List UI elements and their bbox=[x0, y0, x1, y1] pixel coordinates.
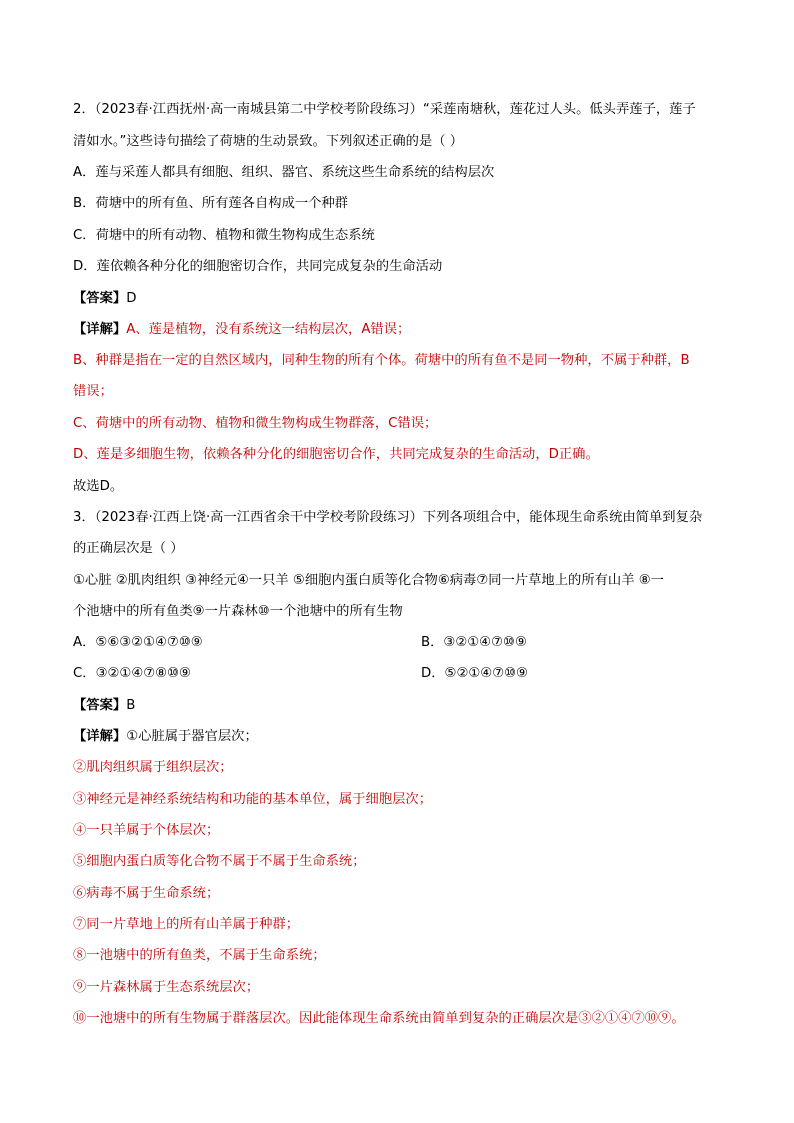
q3-detail-line: ⑥病毒不属于生命系统； bbox=[73, 886, 220, 901]
q3-detail-line: ②肌肉组织属于组织层次； bbox=[73, 760, 233, 775]
q3-option-a: A．⑤⑥③②①④⑦⑩⑨ bbox=[73, 635, 203, 650]
q2-option-c: C．荷塘中的所有动物、植物和微生物构成生态系统 bbox=[73, 228, 375, 243]
q2-answer-value: D bbox=[126, 291, 137, 306]
q2-conclusion: 故选D。 bbox=[73, 479, 124, 494]
q3-options-row2 bbox=[73, 665, 734, 683]
q3-answer-value: B bbox=[126, 698, 136, 713]
q3-detail-line: ⑤细胞内蛋白质等化合物不属于不属于生命系统； bbox=[73, 854, 366, 869]
q3-stem-line1: 3．（2023春·江西上饶·高一江西省余干中学校考阶段练习）下列各项组合中，能体现生命系统由简单到复杂 bbox=[73, 510, 703, 525]
q3-answer bbox=[73, 697, 734, 715]
q3-option-d: D．⑤②①④⑦⑩⑨ bbox=[421, 666, 528, 681]
q2-option-b: B．荷塘中的所有鱼、所有莲各自构成一个种群 bbox=[73, 196, 349, 211]
q2-detail-first: A、莲是植物，没有系统这一结构层次，A错误； bbox=[126, 322, 411, 337]
q3-detail-line: ⑩一池塘中的所有生物属于群落层次。因此能体现生命系统由简单到复杂的正确层次是③②①④⑦⑩⑨。 bbox=[73, 1011, 685, 1026]
q3-option-c: C．③②①④⑦⑧⑩⑨ bbox=[73, 666, 191, 681]
q3-detail-first: ①心脏属于器官层次； bbox=[126, 729, 258, 744]
q3-stem-line2: 的正确层次是（ ） bbox=[73, 541, 184, 556]
q2-answer-tag: 【答案】 bbox=[73, 291, 127, 306]
q2-option-d: D．莲依赖各种分化的细胞密切合作，共同完成复杂的生命活动 bbox=[73, 259, 443, 274]
q2-option-a: A．莲与采莲人都具有细胞、组织、器官、系统这些生命系统的结构层次 bbox=[73, 165, 495, 180]
q3-answer-tag: 【答案】 bbox=[73, 698, 127, 713]
q3-detail bbox=[73, 728, 734, 746]
q3-detail-line: ④一只羊属于个体层次； bbox=[73, 823, 220, 838]
q3-detail-line: ③神经元是神经系统结构和功能的基本单位，属于细胞层次； bbox=[73, 792, 433, 807]
q3-detail-line: ⑨一片森林属于生态系统层次； bbox=[73, 980, 260, 995]
q3-options-row1 bbox=[73, 634, 734, 652]
q2-detail-line: C、荷塘中的所有动物、植物和微生物构成生物群落，C错误； bbox=[73, 416, 438, 431]
q3-items-line2: 个池塘中的所有鱼类⑨一片森林⑩一个池塘中的所有生物 bbox=[73, 604, 403, 619]
q2-detail bbox=[73, 321, 734, 339]
q2-answer bbox=[73, 290, 734, 308]
q3-detail-line: ⑦同一片草地上的所有山羊属于种群； bbox=[73, 917, 300, 932]
q2-detail-line: 错误； bbox=[73, 384, 113, 399]
q2-detail-line: B、种群是指在一定的自然区域内，同种生物的所有个体。荷塘中的所有鱼不是同一物种，不属于种群，B bbox=[73, 353, 690, 368]
q2-stem-line2: 清如水。”这些诗句描绘了荷塘的生动景致。下列叙述正确的是（ ） bbox=[73, 134, 464, 149]
q3-detail-line: ⑧一池塘中的所有鱼类，不属于生命系统； bbox=[73, 948, 326, 963]
q2-detail-line: D、莲是多细胞生物，依赖各种分化的细胞密切合作，共同完成复杂的生命活动，D正确。 bbox=[73, 447, 599, 462]
q3-items-line1: ①心脏 ②肌肉组织 ③神经元④一只羊 ⑤细胞内蛋白质等化合物⑥病毒⑦同一片草地上的所有山羊 ⑧一 bbox=[73, 573, 664, 588]
q3-option-b: B．③②①④⑦⑩⑨ bbox=[421, 635, 527, 650]
q3-detail-tag: 【详解】 bbox=[73, 729, 127, 744]
q2-stem-line1: 2．（2023春·江西抚州·高一南城县第二中学校考阶段练习）“采莲南塘秋，莲花过人头。低头弄莲子，莲子 bbox=[73, 102, 696, 117]
q2-detail-tag: 【详解】 bbox=[73, 322, 127, 337]
